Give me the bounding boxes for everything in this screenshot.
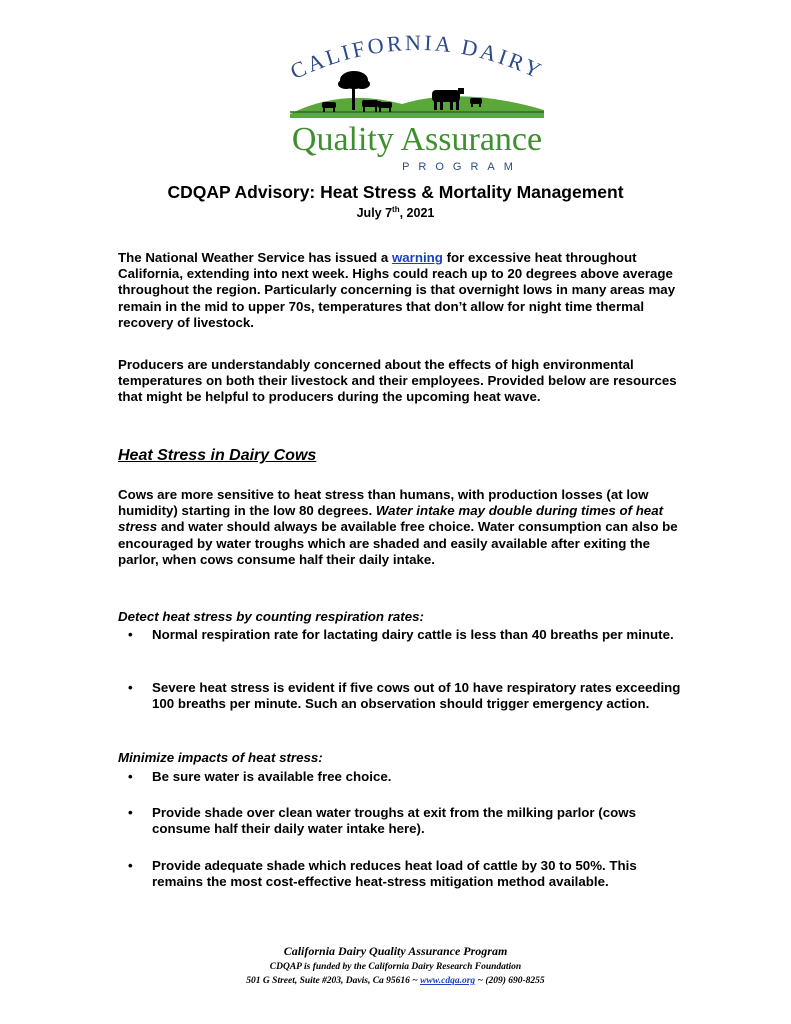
list-item: • Provide shade over clean water troughs at exit from the milking parlor (cows consume half their daily water intake here).: [128, 805, 636, 837]
intro-paragraph-1: The National Weather Service has issued a warning for excessive heat throughout California, extending into next week. Highs could reach up to 20 degrees above average throughout the region. Particularly concerning is that overnight lows in many areas may remain in the mid to upper 70s, temperatures that don’t allow for night time thermal recovery of livestock.: [118, 250, 676, 330]
footer-contact: 501 G Street, Suite #203, Davis, Ca 95616 ~ www.cdqa.org ~ (209) 690-8255: [246, 976, 545, 986]
footer-funding: CDQAP is funded by the California Dairy Research Foundation: [269, 962, 522, 972]
logo-top-text: CALIFORNIA DAIRY: [286, 29, 548, 85]
section-heading: Heat Stress in Dairy Cows: [118, 447, 317, 464]
list-item: • Severe heat stress is evident if five cows out of 10 have respiratory rates exceeding 100 breaths per minute. Such an observation should trigger emergency action.: [128, 680, 681, 712]
bullet-icon: •: [128, 769, 133, 784]
bullet-icon: •: [128, 858, 133, 873]
warning-link[interactable]: warning: [391, 250, 443, 265]
minimize-heading: Minimize impacts of heat stress:: [118, 750, 323, 765]
logo-sub-text: PROGRAM: [402, 161, 522, 173]
footer-program-name: California Dairy Quality Assurance Program: [283, 944, 508, 958]
section-paragraph: Cows are more sensitive to heat stress than humans, with production losses (at low humidity) starting in the low 80 degrees. Water intake may double during times of heat stress and water should always be available free choice. Water consumption can also be encouraged by water troughs which are shaded and easily available after exiting the parlor, when cows consume half their daily intake.: [118, 487, 678, 567]
page-title: CDQAP Advisory: Heat Stress & Mortality Management: [167, 182, 624, 202]
detect-heading: Detect heat stress by counting respiration rates:: [118, 609, 424, 624]
list-item: • Normal respiration rate for lactating dairy cattle is less than 40 breaths per minute.: [128, 627, 674, 642]
cdqap-logo: [272, 28, 562, 178]
logo-main-text: Quality Assurance: [291, 121, 543, 158]
intro-paragraph-2: Producers are understandably concerned about the effects of high environmental temperatures on both their livestock and their employees. Provided below are resources that might be helpful to producers during the upcoming heat wave.: [118, 357, 677, 405]
bullet-icon: •: [128, 805, 133, 820]
bullet-icon: •: [128, 680, 133, 695]
advisory-date: July 7th, 2021: [356, 205, 435, 221]
list-item: • Be sure water is available free choice.: [128, 769, 392, 784]
website-link[interactable]: www.cdqa.org: [420, 976, 476, 986]
list-item: • Provide adequate shade which reduces heat load of cattle by 30 to 50%. This remains the most cost-effective heat-stress mitigation method available.: [128, 858, 637, 890]
bullet-icon: •: [128, 627, 133, 642]
